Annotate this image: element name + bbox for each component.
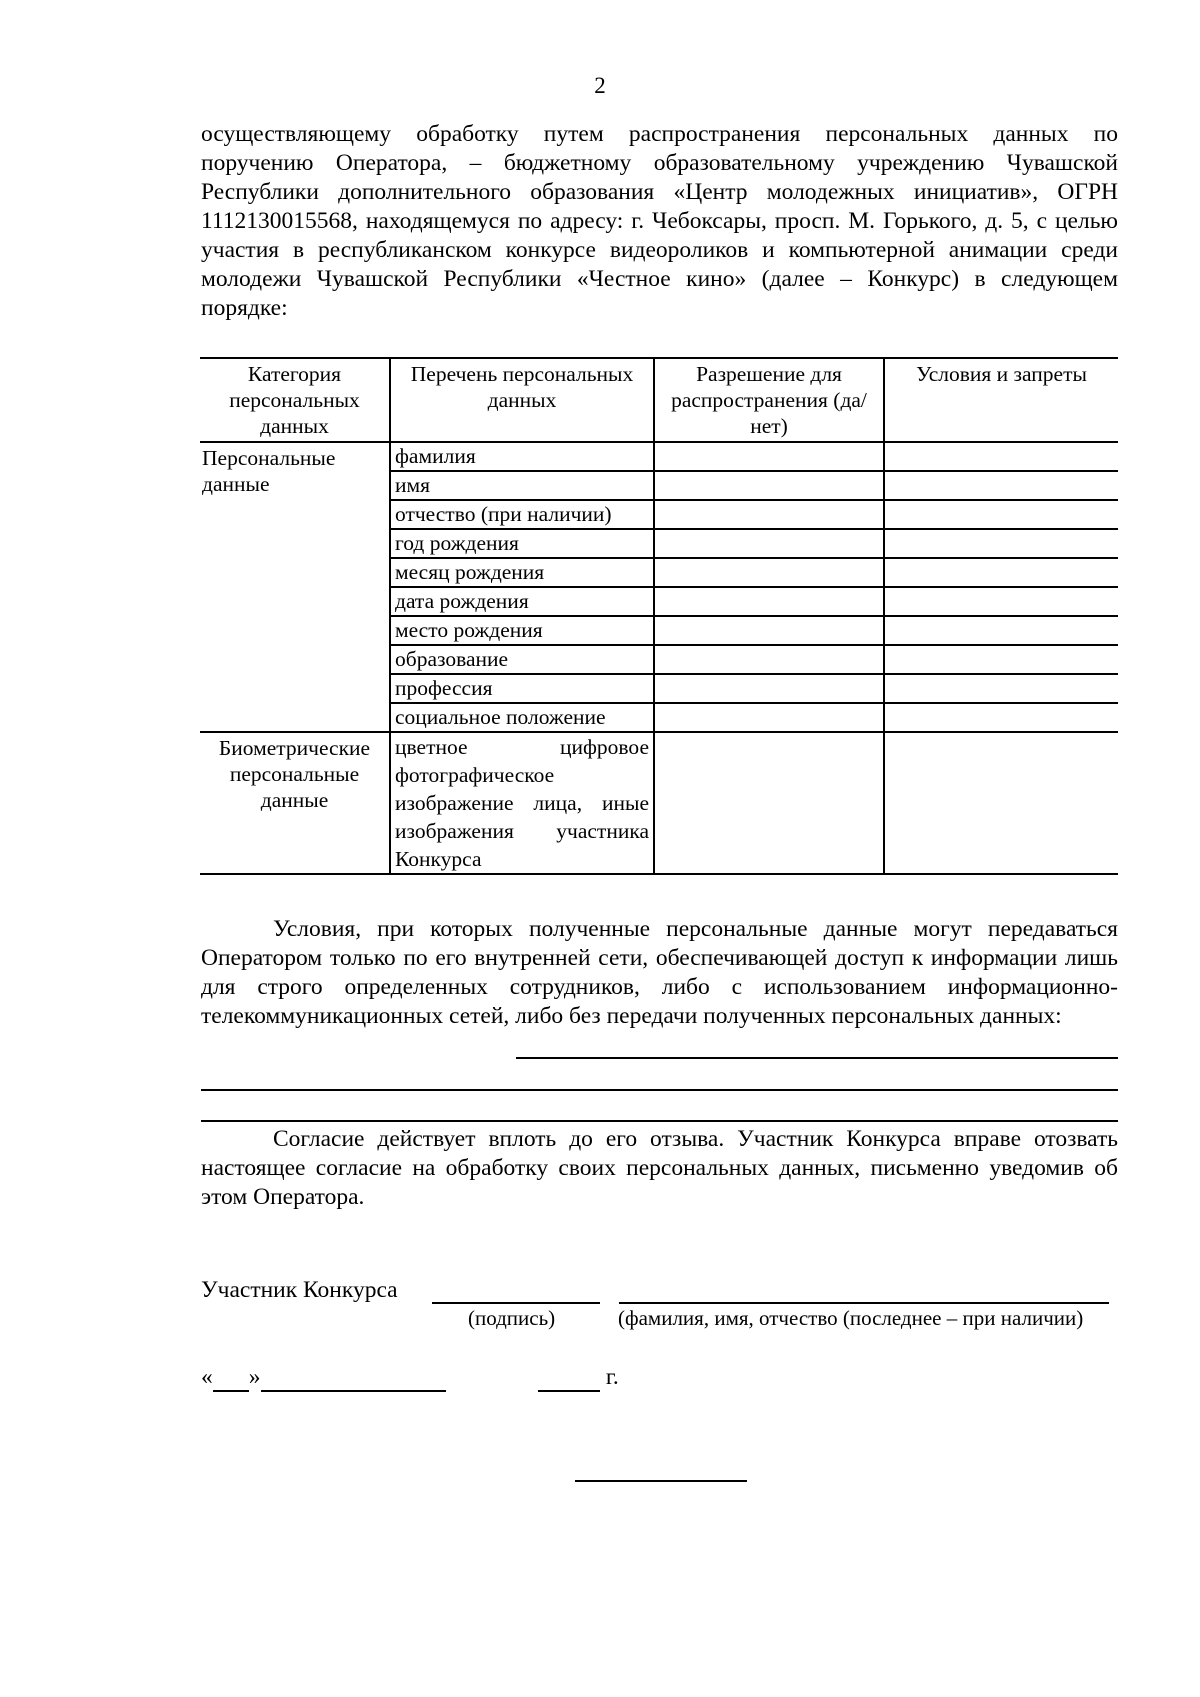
date-year-group [538, 1363, 619, 1392]
conditions-fill-line-1[interactable] [516, 1057, 1118, 1059]
item-birth-month: месяц рождения [390, 558, 654, 587]
item-birth-year: год рождения [390, 529, 654, 558]
date-close-quote: » [248, 1364, 261, 1390]
table-row [200, 442, 1118, 471]
conditions-cell[interactable] [884, 558, 1118, 587]
year-suffix: г. [605, 1364, 619, 1390]
consent-paragraph: Согласие действует вплоть до его отзыва. Участник Конкурса вправе отозвать настоящее согласие на обработку своих персональных данных, письменно уведомив об этом Оператора. [201, 1126, 1118, 1210]
conditions-fill-line-3[interactable] [201, 1120, 1118, 1122]
item-education: образование [390, 645, 654, 674]
item-patronymic: отчество (при наличии) [390, 500, 654, 529]
conditions-cell[interactable] [884, 703, 1118, 732]
category-personal: Персональные данные [200, 442, 390, 732]
date-month-field[interactable] [261, 1368, 446, 1392]
permission-cell[interactable] [654, 500, 884, 529]
table-row [200, 732, 1118, 874]
item-profession: профессия [390, 674, 654, 703]
header-list: Перечень персональных данных [390, 358, 654, 442]
signature-line[interactable] [432, 1302, 600, 1304]
permission-cell[interactable] [654, 616, 884, 645]
conditions-cell[interactable] [884, 732, 1118, 874]
date-line [201, 1363, 446, 1392]
permission-cell[interactable] [654, 703, 884, 732]
header-category: Категория персональных данных [200, 358, 390, 442]
participant-label: Участник Конкурса [201, 1277, 398, 1303]
item-surname: фамилия [390, 442, 654, 471]
permission-cell[interactable] [654, 645, 884, 674]
page-number: 2 [594, 73, 606, 98]
header-conditions: Условия и запреты [884, 358, 1118, 442]
conditions-cell[interactable] [884, 529, 1118, 558]
item-social-status: социальное положение [390, 703, 654, 732]
conditions-cell[interactable] [884, 616, 1118, 645]
conditions-paragraph: Условия, при которых полученные персональные данные могут передаваться Оператором только по его внутренней сети, обеспечивающей доступ к информации лишь для строго определенных сотрудников, либо с использованием информационно-телекоммуникационных сетей, либо без передачи полученных персональных данных: [201, 916, 1118, 1029]
date-day-field[interactable] [213, 1368, 249, 1392]
permission-cell[interactable] [654, 558, 884, 587]
conditions-cell[interactable] [884, 442, 1118, 471]
permission-cell[interactable] [654, 674, 884, 703]
conditions-cell[interactable] [884, 674, 1118, 703]
intro-paragraph: осуществляющему обработку путем распространения персональных данных по поручению Оператора, – бюджетному образовательному учреждению Чувашской Республики дополнительного образования «Центр молодежных инициатив», ОГРН 1112130015568, находящемуся по адресу: г. Чебоксары, просп. М. Горького, д. 5, с целью участия в республиканском конкурсе видеороликов и компьютерной анимации среди молодежи Чувашской Республики «Честное кино» (далее – Конкурс) в следующем порядке: [201, 121, 1118, 321]
date-open-quote: « [201, 1364, 213, 1390]
personal-data-table [200, 357, 1118, 875]
conditions-cell[interactable] [884, 471, 1118, 500]
table-header-row [200, 358, 1118, 442]
conditions-fill-line-2[interactable] [201, 1089, 1118, 1091]
conditions-cell[interactable] [884, 645, 1118, 674]
full-name-caption: (фамилия, имя, отчество (последнее – при наличии) [618, 1306, 1084, 1330]
date-year-field[interactable] [538, 1368, 600, 1392]
permission-cell[interactable] [654, 529, 884, 558]
permission-cell[interactable] [654, 442, 884, 471]
item-name: имя [390, 471, 654, 500]
item-biometric-photo: цветное цифровое фотографическое изображение лица, иные изображения участника Конкурса [390, 732, 654, 874]
conditions-cell[interactable] [884, 500, 1118, 529]
permission-cell[interactable] [654, 471, 884, 500]
full-name-line[interactable] [619, 1302, 1109, 1304]
permission-cell[interactable] [654, 587, 884, 616]
item-birth-place: место рождения [390, 616, 654, 645]
item-birth-date: дата рождения [390, 587, 654, 616]
signature-caption: (подпись) [468, 1306, 556, 1330]
header-permission: Разрешение для распространения (да/нет) [654, 358, 884, 442]
closing-line [575, 1480, 747, 1482]
conditions-cell[interactable] [884, 587, 1118, 616]
permission-cell[interactable] [654, 732, 884, 874]
category-biometric: Биометрические персональные данные [200, 732, 390, 874]
